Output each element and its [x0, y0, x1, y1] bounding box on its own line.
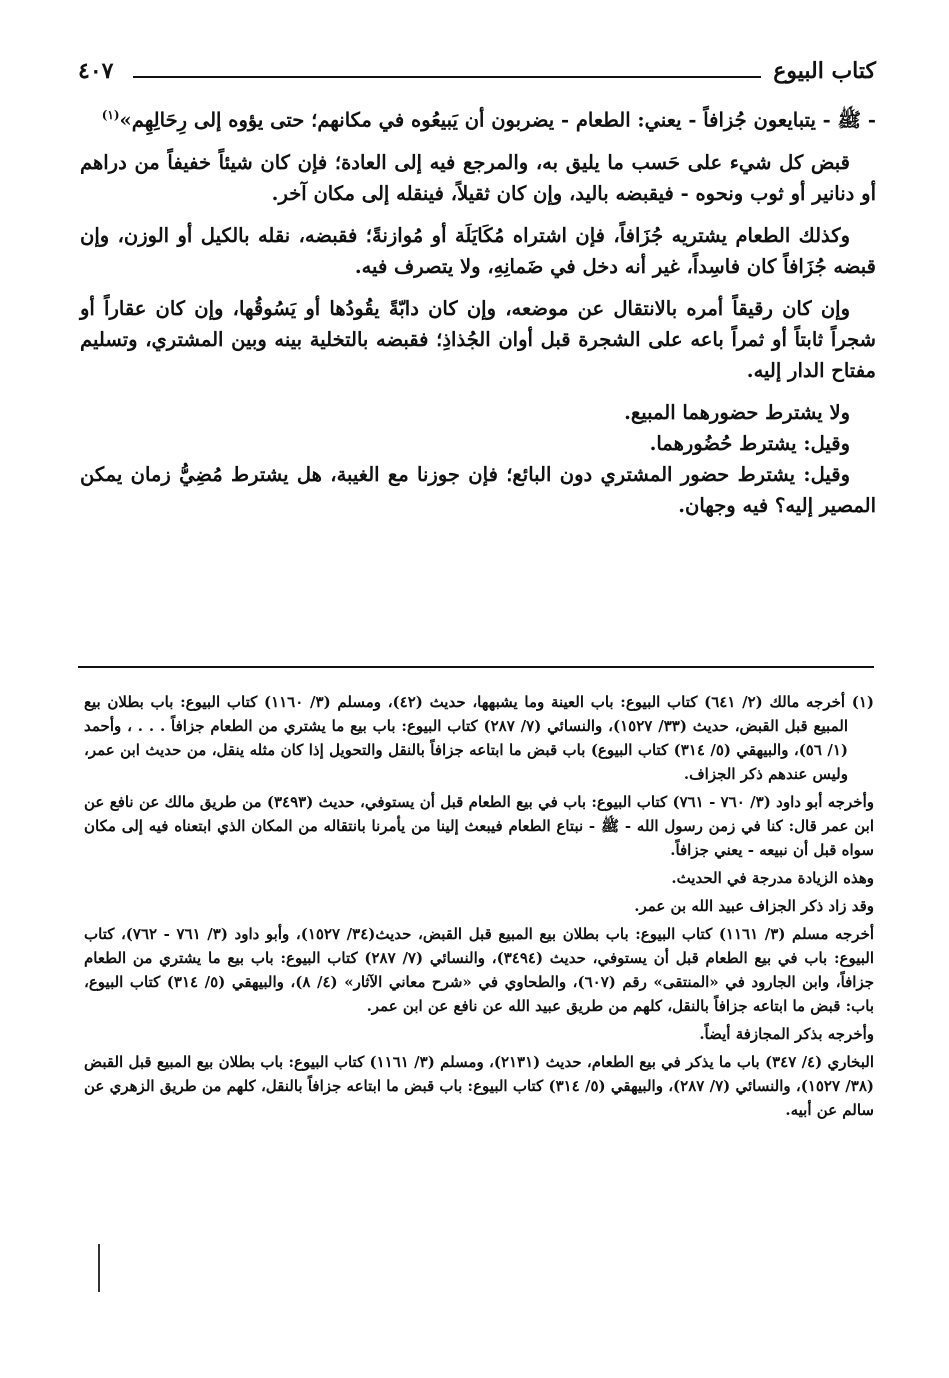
footnote-note-6: وأخرجه بذكر المجازفة أيضاً. — [699, 1025, 874, 1043]
paragraph-4: وإن كان رقيقاً أمره بالانتقال عن موضعه، وإن كان دابّةً يقُودُها أو يَسُوقُها، وإن كان عقاراً أو شجراً ثابتاً أو ثمراً باعه على الشجرة قبل أوان الجُذاذِ؛ فقبضه بالتخلية بينه وبين المشتري، وتسليم مفتاح الدار إليه. — [80, 296, 877, 382]
paragraph-1-text: - ﷺ - يتبايعون جُزافاً - يعني: الطعام - يضربون أن يَبيعُوه في مكانهم؛ حتى يؤوه إلى رِحَالِهِم» — [119, 108, 876, 132]
page-header — [78, 58, 876, 92]
paragraph-2: قبض كل شيء على حَسب ما يليق به، والمرجع فيه إلى العادة؛ فإن كان شيئاً خفيفاً من دراهم أو دنانير أو ثوب ونحوه - فيقبضه باليد، وإن كان ثقيلاً، فينقله إلى مكان آخر. — [80, 150, 876, 205]
footnote-1: (١) أخرجه مالك (٢/ ٦٤١) كتاب البيوع: باب العينة وما يشبهها، حديث (٤٢)، ومسلم (٣/ ١١٦٠) كتاب البيوع: باب بطلان بيع المبيع قبل القبض، حديث (٣٣/ ١٥٢٧)، والنسائي (٧/ ٢٨٧) كتاب البيوع: باب بيع ما يشتري من الطعام جزافاً . . . ، وأحمد (١/ ٥٦)، والبيهقي (٥/ ٣١٤) كتاب البيوع) باب قبض ما ابتاعه جزافاً بالنقل والتحويل إذا كان مثله ينقل، من حديث ابن عمر، وليس عندهم ذكر الجزاف. — [84, 693, 875, 783]
footnote-note-4: وقد زاد ذكر الجزاف عبيد الله بن عمر. — [634, 897, 874, 915]
paragraph-5: ولا يشترط حضورهما المبيع. — [624, 400, 850, 424]
header-rule — [133, 76, 761, 78]
margin-mark — [98, 1244, 100, 1292]
footnote-divider — [78, 666, 874, 668]
footnote-note-2: وأخرجه أبو داود (٣/ ٧٦٠ - ٧٦١) كتاب البيوع: باب في بيع الطعام قبل أن يستوفي، حديث (٣٤٩٣) من طريق مالك عن نافع عن ابن عمر قال: كنا في زمن رسول الله - ﷺ - نبتاع الطعام فيبعث إلينا من يأمرنا بانتقاله من المكان الذي ابتعناه فيه إلى مكان سواه قبل أن نبيعه - يعني جزافاً. — [84, 793, 874, 859]
running-title: كتاب البيوع — [773, 58, 876, 84]
paragraph-1 — [80, 100, 876, 136]
paragraph-7: وقيل: يشترط حضور المشتري دون البائع؛ فإن جوزنا مع الغيبة، هل يشترط مُضِيُّ زمان يمكن المصير إليه؟ فيه وجهان. — [80, 462, 876, 517]
footnote-note-5: أخرجه مسلم (٣/ ١١٦١) كتاب البيوع: باب بطلان بيع المبيع قبل القبض، حديث(٣٤/ ١٥٢٧)، وأبو داود (٣/ ٧٦١ - ٧٦٢)، كتاب البيوع: باب في بيع الطعام قبل أن يستوفي، حديث (٣٤٩٤)، والنسائي (٧/ ٢٨٧) كتاب البيوع: باب بيع ما يشتري من الطعام جزافاً، وابن الجارود في «المنتقى» رقم (٦٠٧)، والطحاوي في «شرح معاني الآثار» (٤/ ٨)، والبيهقي (٥/ ٣١٤) كتاب البيوع، باب: قبض ما ابتاعه جزافاً بالنقل، كلهم من طريق عبيد الله عن نافع عن ابن عمر. — [84, 925, 875, 1015]
main-text — [80, 100, 876, 532]
footnote-note-7: البخاري (٤/ ٣٤٧) باب ما يذكر في بيع الطعام، حديث (٢١٣١)، ومسلم (٣/ ١١٦١) كتاب البيوع: باب بطلان بيع المبيع قبل القبض (٣٨/ ١٥٢٧)، والنسائي (٧/ ٢٨٧)، والبيهقي (٥/ ٣١٤) كتاب البيوع: باب قبض ما ابتاعه جزافاً بالنقل، كلهم من طريق الزهري عن سالم عن أبيه. — [84, 1053, 875, 1119]
paragraph-3: وكذلك الطعام يشتريه جُزَافاً، فإن اشتراه مُكَايَلَة أو مُوازنةً؛ فقبضه، نقله بالكيل أو الوزن، وإن قبضه جُزَافاً كان فاسِداً، غير أنه دخل في ضَمانِهِ، ولا يتصرف فيه. — [80, 223, 876, 278]
footnote-reference: (١) — [101, 108, 120, 122]
footnote-note-3: وهذه الزيادة مدرجة في الحديث. — [671, 869, 874, 887]
page-number: ٤٠٧ — [78, 58, 114, 84]
paragraph-6: وقيل: يشترط حُضُورهما. — [649, 431, 850, 455]
footnotes — [84, 690, 874, 1126]
